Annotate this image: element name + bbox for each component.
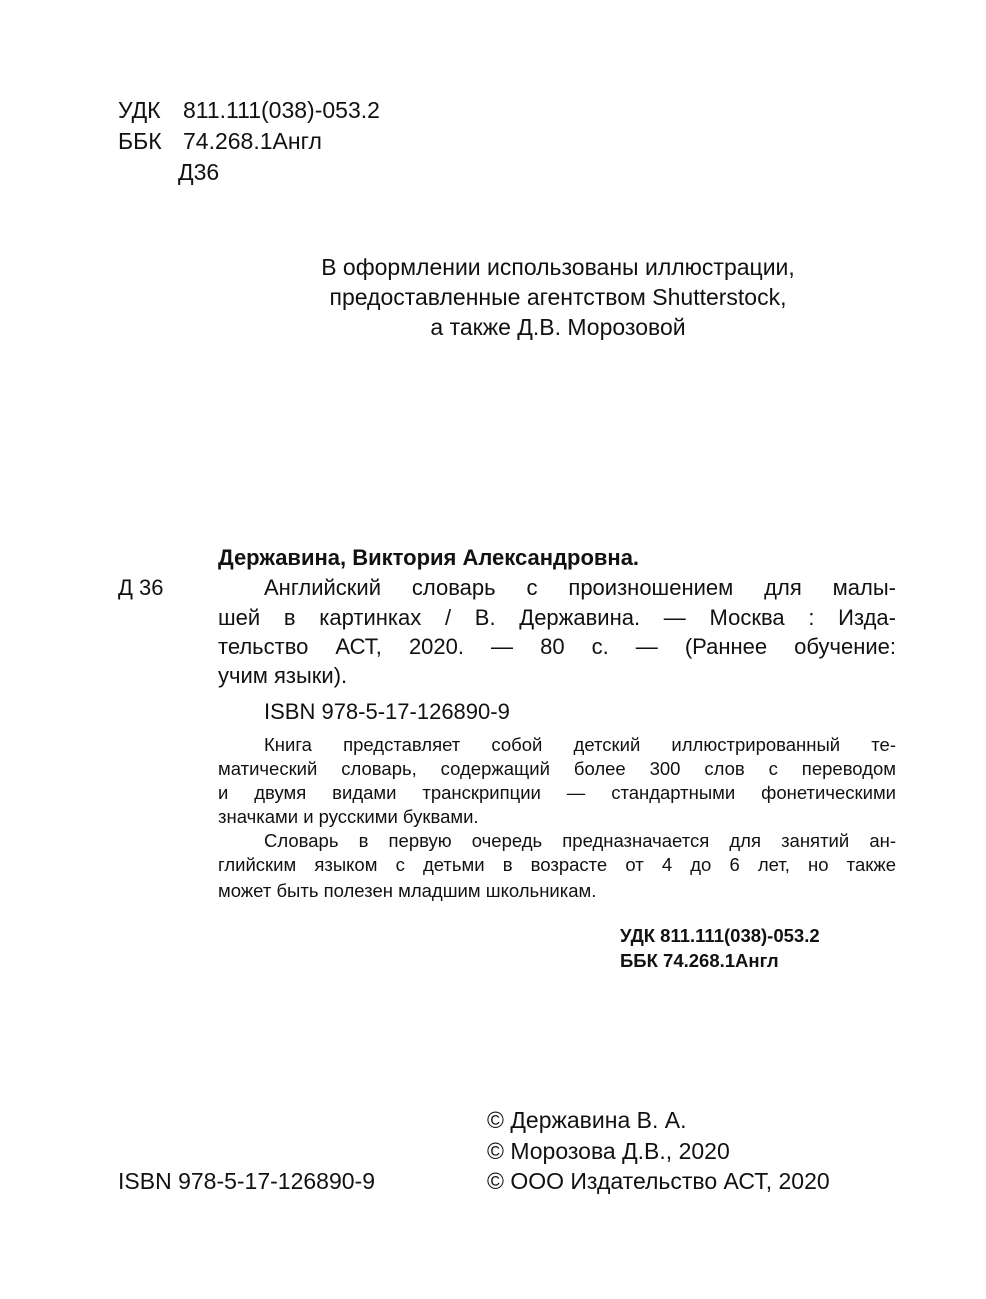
copyright-line-1: © Державина В. А. [487, 1107, 687, 1133]
udk-card: УДК 811.111(038)-053.2 [620, 925, 820, 946]
bbk-value: 74.268.1Англ [183, 128, 322, 154]
author-mark-card: Д 36 [118, 575, 164, 600]
bbk-card: ББК 74.268.1Англ [620, 950, 779, 971]
annotation-p1-line-4: значками и русскими буквами. [218, 806, 479, 827]
isbn-card: ISBN 978-5-17-126890-9 [264, 699, 510, 724]
udk-value: 811.111(038)-053.2 [183, 97, 380, 123]
title-line-4: учим языки). [218, 663, 348, 688]
annotation-p1-line-2: матический словарь, содержащий более 300 слов с переводом [218, 758, 896, 779]
illustrations-note-line-2: предоставленные агентством Shutterstock, [329, 284, 787, 310]
annotation-p2-line-2: глийским языком с детьми в возрасте от 4 до 6 лет, но также [218, 854, 896, 875]
copyright-line-3: © ООО Издательство АСТ, 2020 [487, 1168, 830, 1194]
title-line-3: тельство АСТ, 2020. — 80 с. — (Раннее обучение: [218, 634, 896, 659]
annotation-p1-line-3: и двумя видами транскрипции — стандартными фонетическими [218, 782, 896, 803]
isbn-bottom: ISBN 978-5-17-126890-9 [118, 1168, 375, 1194]
bbk-label: ББК [118, 128, 162, 154]
illustrations-note-line-1: В оформлении использованы иллюстрации, [321, 254, 795, 280]
annotation-p1-line-1: Книга представляет собой детский иллюстрированный те- [264, 734, 896, 755]
copyright-line-2: © Морозова Д.В., 2020 [487, 1138, 730, 1164]
author-heading: Державина, Виктория Александровна. [218, 545, 640, 570]
title-line-1: Английский словарь с произношением для малы- [264, 575, 896, 600]
annotation-p2-line-3: может быть полезен младшим школьникам. [218, 880, 597, 901]
illustrations-note-line-3: а также Д.В. Морозовой [430, 314, 686, 340]
udk-label: УДК [118, 97, 161, 123]
title-line-2: шей в картинках / В. Державина. — Москва : Изда- [218, 605, 896, 630]
annotation-p2-line-1: Словарь в первую очередь предназначается для занятий ан- [264, 830, 896, 851]
author-mark-top: Д36 [178, 159, 220, 185]
